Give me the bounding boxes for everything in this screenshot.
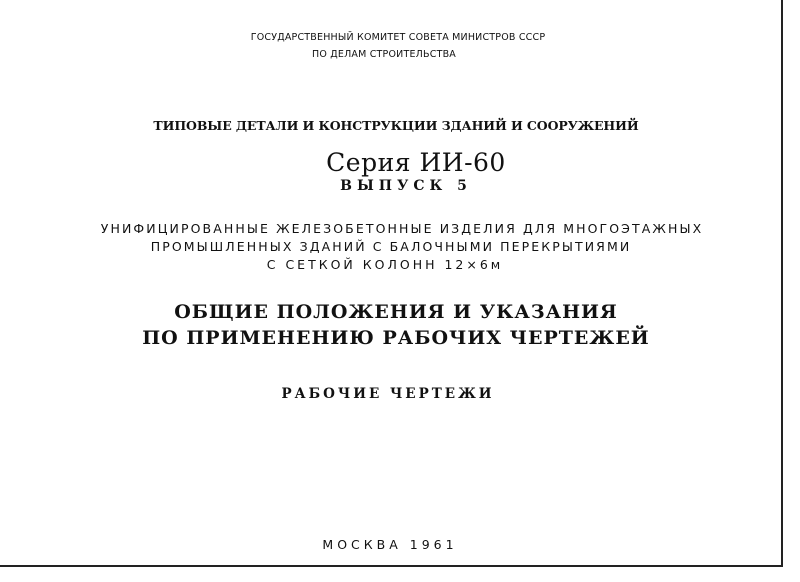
city-year: МОСКВА 1961 [322, 537, 458, 552]
series-title: Серия ИИ-60 [326, 148, 506, 177]
description-line-1: УНИФИЦИРОВАННЫЕ ЖЕЛЕЗОБЕТОННЫЕ ИЗДЕЛИЯ ДЛЯ МНОГОЭТАЖНЫХ [100, 221, 704, 236]
collection-heading: ТИПОВЫЕ ДЕТАЛИ И КОНСТРУКЦИИ ЗДАНИЙ И СООРУЖЕНИЙ [153, 118, 639, 133]
issue-number: ВЫПУСК 5 [340, 178, 472, 194]
organization-line-2: ПО ДЕЛАМ СТРОИТЕЛЬСТВА [312, 49, 456, 60]
main-title-line-1: ОБЩИЕ ПОЛОЖЕНИЯ И УКАЗАНИЯ [174, 301, 618, 323]
frame-border-right [781, 0, 783, 566]
description-line-2: ПРОМЫШЛЕННЫХ ЗДАНИЙ С БАЛОЧНЫМИ ПЕРЕКРЫТИЯМИ [150, 239, 632, 254]
organization-line-1: ГОСУДАРСТВЕННЫЙ КОМИТЕТ СОВЕТА МИНИСТРОВ СССР [250, 32, 546, 43]
description-line-3: С СЕТКОЙ КОЛОНН 12×6м [266, 257, 504, 272]
frame-border-bottom [0, 565, 783, 567]
document-type: РАБОЧИЕ ЧЕРТЕЖИ [281, 386, 495, 402]
main-title-line-2: ПО ПРИМЕНЕНИЮ РАБОЧИХ ЧЕРТЕЖЕЙ [142, 327, 650, 349]
